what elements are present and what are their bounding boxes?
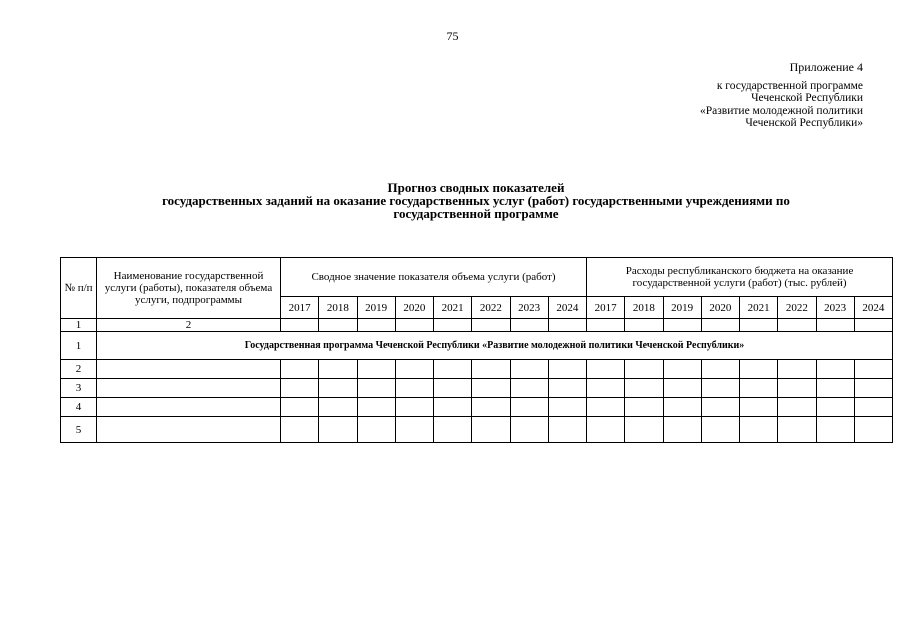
header-row	[61, 258, 893, 297]
appendix-line: «Развитие молодежной политики	[700, 104, 863, 117]
appendix-title: Приложение 4	[789, 60, 863, 74]
row-number: 3	[61, 379, 97, 398]
year-cell: 2018	[319, 297, 357, 319]
appendix-line: Чеченской Республики	[751, 92, 863, 104]
row-number: 1	[61, 332, 97, 360]
title-line: Прогноз сводных показателей	[387, 180, 565, 195]
row-number: 2	[61, 360, 97, 379]
document-title	[60, 181, 892, 220]
appendix-line: Чеченской Республики»	[745, 117, 863, 129]
title-line: государственных заданий на оказание государственных услуг (работ) государственными учреждениями по	[162, 193, 790, 208]
forecast-table	[60, 257, 893, 443]
year-cell: 2019	[663, 297, 701, 319]
program-row	[61, 332, 893, 360]
appendix-line: к государственной программе	[716, 79, 863, 92]
year-cell: 2017	[587, 297, 625, 319]
title-line: государственной программе	[393, 206, 559, 221]
year-cell: 2019	[357, 297, 395, 319]
header-budget-group: Расходы республиканского бюджета на оказание государственной услуги (работ) (тыс. рублей)	[587, 258, 893, 297]
table-row	[61, 417, 893, 443]
table-row	[61, 360, 893, 379]
year-cell: 2021	[434, 297, 472, 319]
year-cell: 2024	[854, 297, 892, 319]
program-name: Государственная программа Чеченской Республики «Развитие молодежной политики Чеченской Республики»	[97, 332, 893, 360]
year-cell: 2018	[625, 297, 663, 319]
row-number: 4	[61, 398, 97, 417]
year-cell: 2020	[395, 297, 433, 319]
year-cell: 2021	[740, 297, 778, 319]
year-cell: 2023	[510, 297, 548, 319]
table-row	[61, 398, 893, 417]
index-row	[61, 319, 893, 332]
header-number: № п/п	[61, 258, 97, 319]
year-cell: 2024	[548, 297, 586, 319]
index-cell: 1	[61, 319, 97, 332]
year-cell: 2022	[472, 297, 510, 319]
appendix-block	[700, 61, 863, 130]
year-cell: 2023	[816, 297, 854, 319]
year-cell: 2017	[281, 297, 319, 319]
header-name: Наименование государственной услуги (работы), показателя объема услуги, подпрограммы	[97, 258, 281, 319]
year-cell: 2022	[778, 297, 816, 319]
row-number: 5	[61, 417, 97, 443]
index-cell: 2	[97, 319, 281, 332]
table-row	[61, 379, 893, 398]
header-volume-group: Сводное значение показателя объема услуги (работ)	[281, 258, 587, 297]
page-number: 75	[446, 29, 459, 43]
year-cell: 2020	[701, 297, 739, 319]
